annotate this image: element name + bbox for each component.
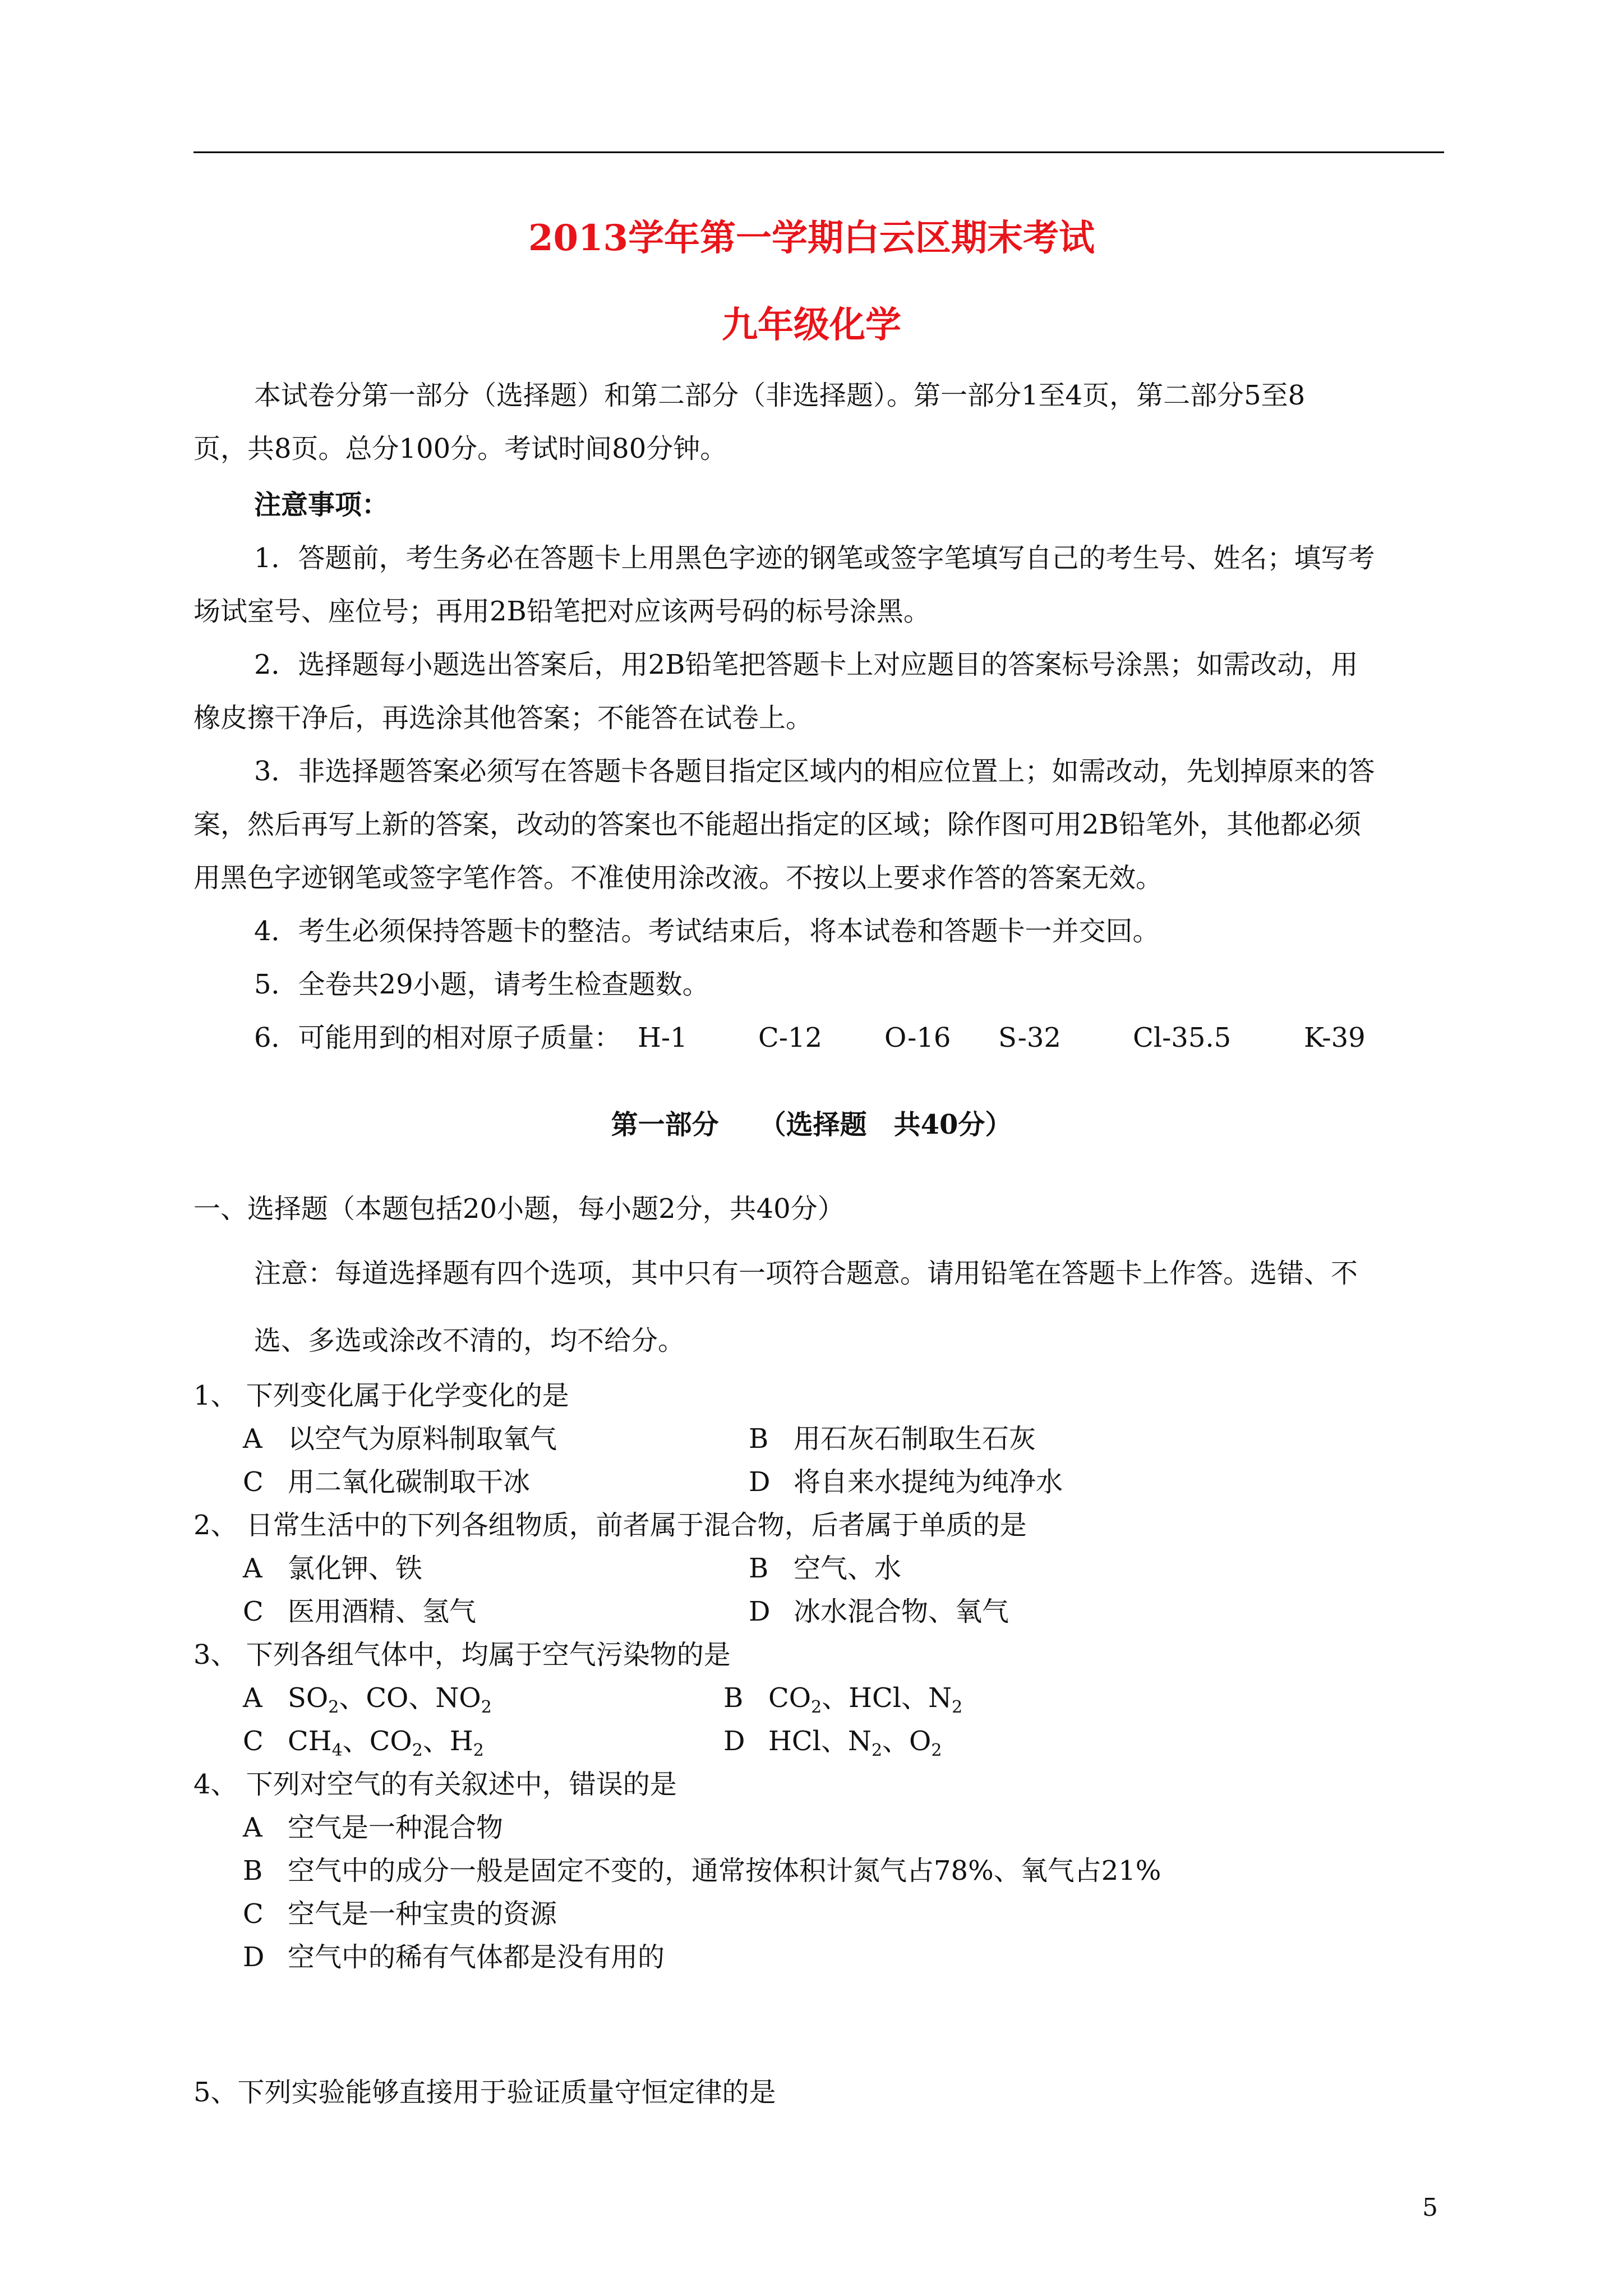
question-5-stem: 5、下列实验能够直接用于验证质量守恒定律的是 [193,2077,776,2108]
part1-heading: 第一部分 （选择题 共40分） [611,1109,1012,1140]
section-1-note-line-2: 选、多选或涂改不清的，均不给分。 [254,1325,685,1356]
question-4-stem: 4、 下列对空气的有关叙述中，错误的是 [193,1769,677,1800]
question-1-option-d: D 将自来水提纯为纯净水 [749,1466,1063,1498]
question-3-option-a: A $SO_2$、CO、$NO_2$ [243,1682,492,1717]
question-3-option-c-text: $CH_4$、$CO_2$、$H_2$ [288,1726,484,1760]
note-3-line-2: 案，然后再写上新的答案，改动的答案也不能超出指定的区域；除作图可用2B铅笔外，其他都必须 [193,809,1361,840]
note-5: 5．全卷共29小题，请考生检查题数。 [254,969,709,1000]
exam-title: 2013学年第一学期白云区期末考试 [528,217,1095,259]
atom-mass-h: H-1 [638,1022,688,1053]
section-1-title: 一、选择题（本题包括20小题，每小题2分，共40分） [193,1193,845,1225]
question-3-option-c: C $CH_4$、$CO_2$、$H_2$ [243,1726,484,1760]
question-2-stem: 2、 日常生活中的下列各组物质，前者属于混合物，后者属于单质的是 [193,1510,1027,1541]
question-2-option-c: C 医用酒精、氢气 [243,1596,477,1627]
question-3-option-d: D HCl、$N_2$、$O_2$ [723,1726,942,1760]
question-3-option-b: B $CO_2$、HCl、$N_2$ [723,1682,963,1717]
atom-mass-o: O-16 [884,1022,951,1053]
question-3-option-a-text: $SO_2$、CO、$NO_2$ [288,1682,492,1717]
note-1-line-2: 场试室号、座位号；再用2B铅笔把对应该两号码的标号涂黑。 [193,596,930,627]
question-2-option-a: A 氯化钾、铁 [243,1553,423,1584]
question-4-option-b: B 空气中的成分一般是固定不变的，通常按体积计氮气占78%、氧气占21% [243,1855,1161,1887]
question-4-option-a: A 空气是一种混合物 [243,1812,504,1843]
question-4-option-c: C 空气是一种宝贵的资源 [243,1898,557,1930]
intro-line-1: 本试卷分第一部分（选择题）和第二部分（非选择题）。第一部分1至4页，第二部分5至8 [254,380,1306,411]
section-1-note-line-1: 注意：每道选择题有四个选项，其中只有一项符合题意。请用铅笔在答题卡上作答。选错、不 [254,1258,1358,1289]
atom-mass-k: K-39 [1304,1022,1366,1053]
question-1-option-b: B 用石灰石制取生石灰 [749,1423,1036,1455]
note-1-line-1: 1．答题前，考生务必在答题卡上用黑色字迹的钢笔或签字笔填写自己的考生号、姓名；填写考 [254,542,1375,574]
page-number: 5 [1422,2193,1438,2222]
intro-line-2: 页，共8页。总分100分。考试时间80分钟。 [193,433,727,464]
note-6 [254,1021,621,1055]
note-2-line-1: 2．选择题每小题选出答案后，用2B铅笔把答题卡上对应题目的答案标号涂黑；如需改动，用 [254,649,1358,680]
note-2-line-2: 橡皮擦干净后，再选涂其他答案；不能答在试卷上。 [193,702,813,734]
question-1-option-c: C 用二氧化碳制取干冰 [243,1466,531,1498]
question-3-option-b-text: $CO_2$、HCl、$N_2$ [768,1682,963,1717]
question-2-option-d: D 冰水混合物、氧气 [749,1596,1009,1627]
question-3-option-d-text: HCl、$N_2$、$O_2$ [768,1726,942,1760]
note-3-line-3: 用黑色字迹钢笔或签字笔作答。不准使用涂改液。不按以上要求作答的答案无效。 [193,862,1163,894]
exam-subtitle: 九年级化学 [722,304,901,346]
atom-mass-cl: Cl-35.5 [1133,1022,1232,1053]
atom-mass-c: C-12 [758,1022,823,1053]
question-4-option-d: D 空气中的稀有气体都是没有用的 [243,1941,665,1973]
note-6-label: 6．可能用到的相对原子质量： [254,1022,621,1053]
notes-heading: 注意事项： [254,489,389,521]
question-1-stem: 1、 下列变化属于化学变化的是 [193,1380,569,1411]
atom-mass-s: S-32 [998,1022,1061,1053]
question-1-option-a: A 以空气为原料制取氧气 [243,1423,557,1455]
note-4: 4．考生必须保持答题卡的整洁。考试结束后，将本试卷和答题卡一并交回。 [254,915,1160,947]
header-rule [193,151,1444,153]
question-3-stem: 3、 下列各组气体中，均属于空气污染物的是 [193,1639,731,1671]
question-2-option-b: B 空气、水 [749,1553,902,1584]
note-3-line-1: 3．非选择题答案必须写在答题卡各题目指定区域内的相应位置上；如需改动，先划掉原来的答 [254,756,1375,787]
